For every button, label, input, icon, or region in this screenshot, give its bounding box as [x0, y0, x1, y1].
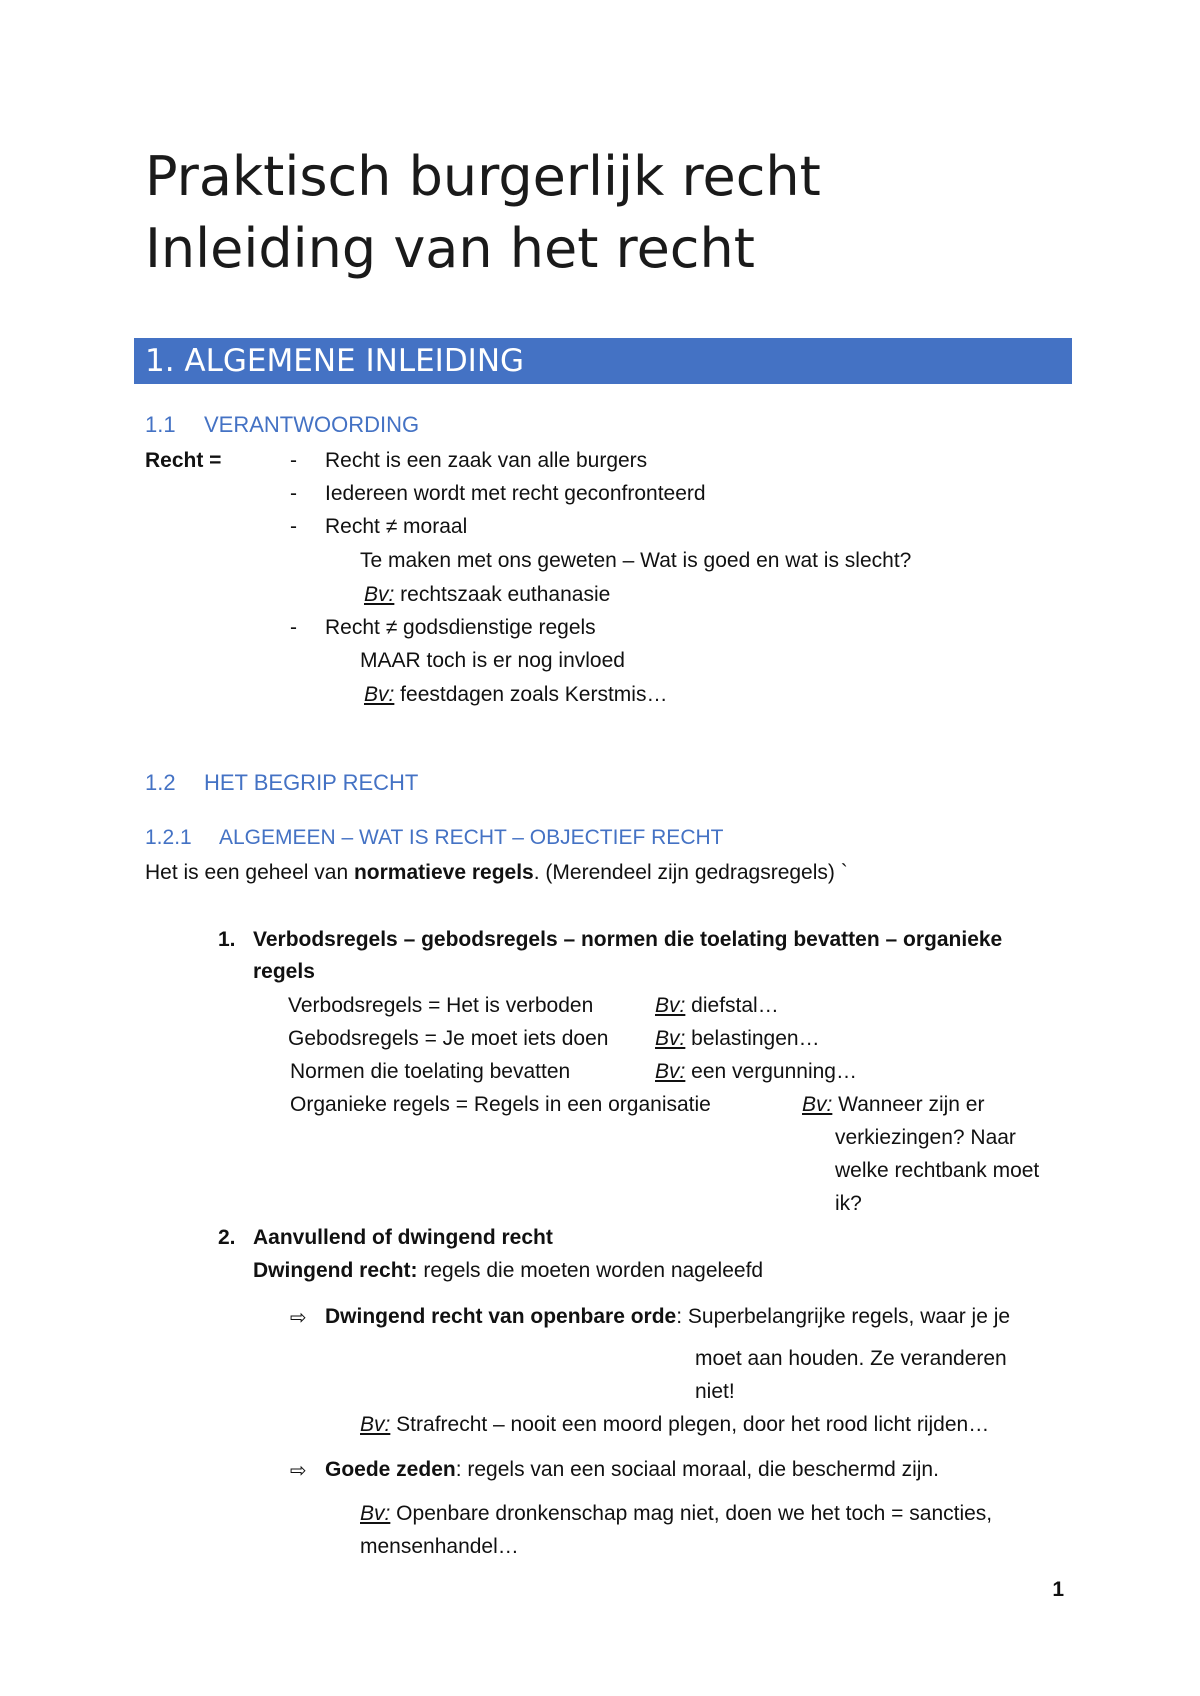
heading3-number-1-2-1: 1.2.1 [145, 826, 192, 849]
example-text: een vergunning… [685, 1060, 857, 1083]
openbare-orde-cont: niet! [695, 1380, 735, 1403]
godsdienst-note: MAAR toch is er nog invloed [360, 649, 625, 672]
example-text: Wanneer zijn er [832, 1093, 985, 1116]
openbare-orde-label: Dwingend recht van openbare orde [325, 1305, 677, 1328]
example-text: Strafrecht – nooit een moord plegen, door het rood licht rijden… [390, 1413, 990, 1436]
intro-text-end: . (Merendeel zijn gedragsregels) ` [533, 861, 848, 884]
recht-label: Recht = [145, 449, 222, 472]
list-item: Iedereen wordt met recht geconfronteerd [325, 482, 706, 505]
intro-bold: normatieve regels [353, 861, 534, 884]
rule-verbodsregels: Verbodsregels = Het is verboden [288, 994, 594, 1017]
heading3-algemeen: ALGEMEEN – WAT IS RECHT – OBJECTIEF RECHT [219, 826, 724, 849]
organieke-example-cont: welke rechtbank moet [835, 1159, 1040, 1182]
dwingend-text: regels die moeten worden nageleefd [417, 1259, 764, 1282]
goede-zeden-item [325, 1457, 939, 1483]
goede-zeden-text: : regels van een sociaal moraal, die beschermd zijn. [455, 1458, 939, 1481]
numbered-item-2-number: 2. [218, 1226, 236, 1249]
example-text: rechtszaak euthanasie [394, 583, 611, 606]
rule-gebodsregels: Gebodsregels = Je moet iets doen [288, 1027, 609, 1050]
numbered-item-1-title: Verbodsregels – gebodsregels – normen die toelating bevatten – organieke [253, 928, 1003, 951]
dwingend-label: Dwingend recht: [253, 1259, 418, 1282]
heading2-verantwoording: VERANTWOORDING [204, 412, 420, 437]
heading2-number-1-2: 1.2 [145, 770, 176, 795]
openbare-orde-cont: moet aan houden. Ze veranderen [695, 1347, 1007, 1370]
arrow-bullet-icon: ⇨ [290, 1305, 307, 1329]
goede-zeden-label: Goede zeden [325, 1458, 456, 1481]
example-text: feestdagen zoals Kerstmis… [394, 683, 668, 706]
example-text: diefstal… [685, 994, 779, 1017]
bv-label: Bv: [655, 1027, 686, 1050]
list-item: Recht ≠ moraal [325, 515, 468, 538]
heading2-het-begrip-recht: HET BEGRIP RECHT [204, 770, 419, 795]
numbered-item-2-title: Aanvullend of dwingend recht [253, 1226, 553, 1249]
dwingend-recht-definition [253, 1258, 763, 1284]
intro-text: Het is een geheel van [145, 861, 354, 884]
list-item: Recht is een zaak van alle burgers [325, 449, 648, 472]
document-title-line1: Praktisch burgerlijk recht [145, 145, 821, 208]
heading2-number-1-1: 1.1 [145, 412, 176, 437]
list-item: Recht ≠ godsdienstige regels [325, 616, 596, 639]
bv-label: Bv: [655, 1060, 686, 1083]
godsdienst-example [364, 682, 667, 708]
bv-label: Bv: [802, 1093, 833, 1116]
intro-paragraph [145, 860, 848, 886]
goede-zeden-example-cont: mensenhandel… [360, 1535, 519, 1558]
arrow-bullet-icon: ⇨ [290, 1458, 307, 1482]
numbered-item-1-title-cont: regels [253, 960, 315, 983]
list-dash: - [290, 515, 297, 538]
page-number: 1 [1052, 1578, 1064, 1601]
rule-organieke-regels: Organieke regels = Regels in een organisatie [290, 1093, 711, 1116]
moraal-note: Te maken met ons geweten – Wat is goed en wat is slecht? [360, 549, 912, 572]
organieke-example-cont: ik? [835, 1192, 862, 1215]
rule-gebodsregels-example [655, 1026, 820, 1052]
bv-label: Bv: [360, 1502, 391, 1525]
organieke-example-cont: verkiezingen? Naar [835, 1126, 1016, 1149]
heading1-algemene-inleiding: 1. ALGEMENE INLEIDING [145, 343, 525, 379]
rule-verbodsregels-example [655, 993, 779, 1019]
bv-label: Bv: [655, 994, 686, 1017]
example-text: Openbare dronkenschap mag niet, doen we het toch = sancties, [390, 1502, 993, 1525]
goede-zeden-example [360, 1501, 992, 1527]
openbare-orde-text: : Superbelangrijke regels, waar je je [676, 1305, 1011, 1328]
rule-organieke-regels-example [802, 1092, 984, 1118]
openbare-orde-item [325, 1304, 1010, 1330]
document-title-line2: Inleiding van het recht [145, 217, 755, 280]
rule-normen-toelating-example [655, 1059, 857, 1085]
bv-label: Bv: [364, 683, 395, 706]
bv-label: Bv: [364, 583, 395, 606]
list-dash: - [290, 482, 297, 505]
list-dash: - [290, 616, 297, 639]
rule-normen-toelating: Normen die toelating bevatten [290, 1060, 571, 1083]
numbered-item-1-number: 1. [218, 928, 236, 951]
moraal-example [364, 582, 610, 608]
openbare-orde-example [360, 1412, 989, 1438]
bv-label: Bv: [360, 1413, 391, 1436]
list-dash: - [290, 449, 297, 472]
example-text: belastingen… [685, 1027, 820, 1050]
